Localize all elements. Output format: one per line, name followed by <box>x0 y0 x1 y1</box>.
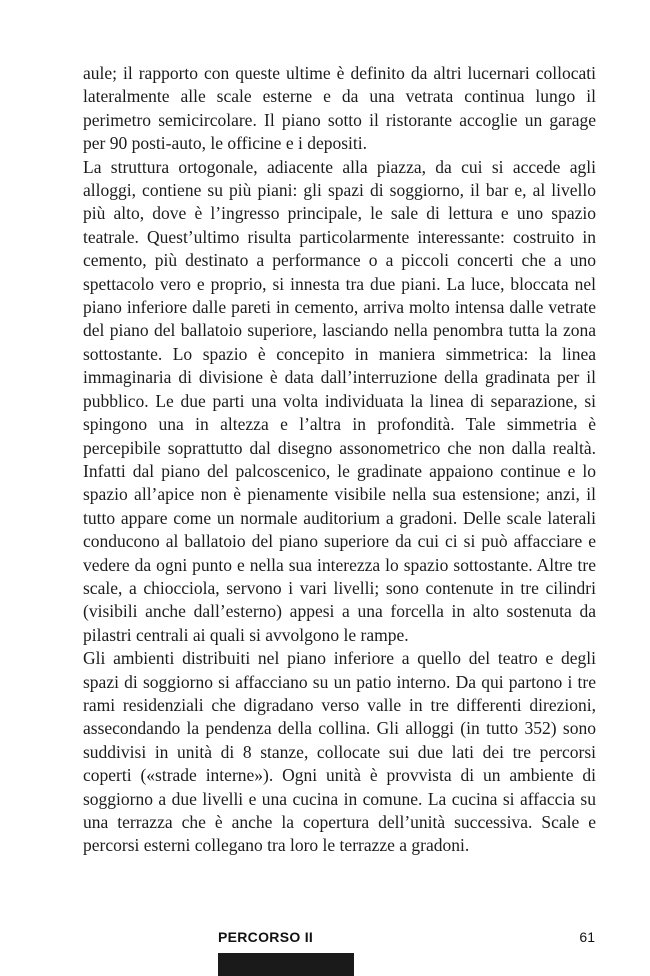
paragraph-3: Gli ambienti distribuiti nel piano inferiore a quello del teatro e degli spazi di soggiorno si affacciano su un patio interno. Da qui partono i tre rami residenziali che digradano verso valle in tre differenti direzioni, assecondando la pendenza della collina. Gli alloggi (in tutto 352) sono suddivisi in unità di 8 stanze, collocate sui due lati dei tre percorsi coperti («strade interne»). Ogni unità è provvista di un ambiente di soggiorno a due livelli e una cucina in comune. La cucina si affaccia su una terrazza che è anche la copertura dell’unità successiva. Scale e percorsi esterni collegano tra loro le terrazze a gradoni. <box>83 648 596 856</box>
body-text <box>83 62 596 858</box>
paragraph-1: aule; il rapporto con queste ultime è definito da altri lucernari collocati lateralmente alle scale esterne e da una vetrata continua lungo il perimetro semicircolare. Il piano sotto il ristorante accoglie un garage per 90 posti-auto, le officine e i depositi. <box>83 63 596 154</box>
paragraph-2: La struttura ortogonale, adiacente alla piazza, da cui si accede agli alloggi, contiene su più piani: gli spazi di soggiorno, il bar e, al livello più alto, dove è l’ingresso principale, le sale di lettura e uno spazio teatrale. Quest’ultimo risulta particolarmente interessante: costruito in cemento, più destinato a performance o a piccoli concerti che a uno spettacolo vero e proprio, si innesta tra due piani. La luce, bloccata nel piano inferiore dalle pareti in cemento, arriva molto intensa dalle vetrate del piano del ballatoio superiore, lasciando nella penombra tutta la zona sottostante. Lo spazio è concepito in maniera simmetrica: la linea immaginaria di divisione è data dall’interruzione della gradinata per il pubblico. Le due parti una volta individuata la linea di separazione, si spingono una in altezza e l’altra in profondità. Tale simmetria è percepibile soprattutto dal disegno assonometrico che non dalla realtà. Infatti dal piano del palcoscenico, le gradinate appaiono continue e lo spazio all’apice non è pienamente visibile nella sua estensione; anzi, il tutto appare come un normale auditorium a gradoni. Delle scale laterali conducono al ballatoio del piano superiore da cui ci si può affacciare e vedere da ogni punto e nella sua interezza lo spazio sottostante. Altre tre scale, a chiocciola, servono i vari livelli; sono contenute in tre cilindri (visibili anche dall’esterno) appesi a una forcella in alto sostenuta da pilastri centrali ai quali si avvolgono le rampe. <box>83 156 596 645</box>
footer-bar <box>218 953 354 976</box>
footer-section-label: PERCORSO II <box>218 929 314 945</box>
page-number: 61 <box>579 929 595 945</box>
